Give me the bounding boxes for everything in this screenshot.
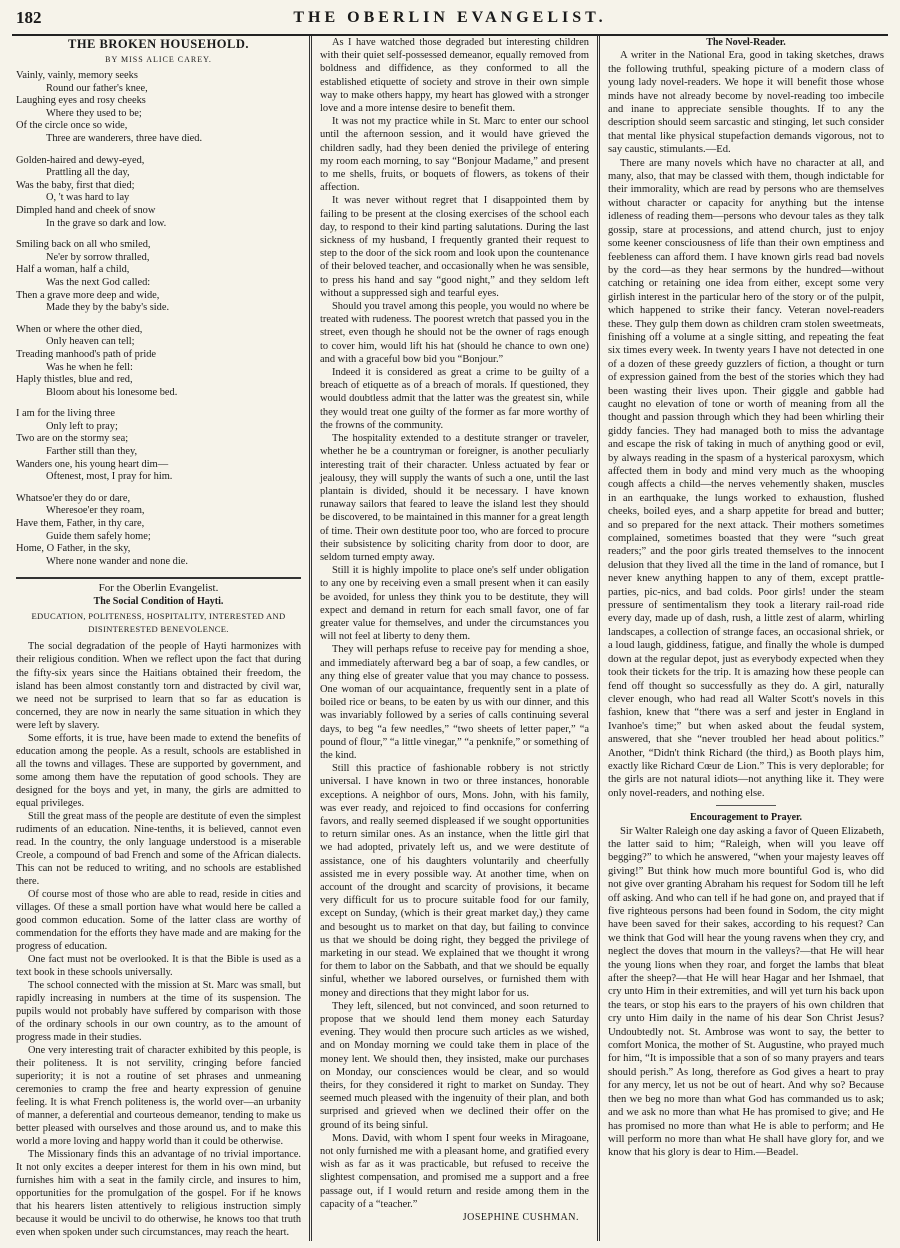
article-signature: JOSEPHINE CUSHMAN. (462, 1212, 579, 1224)
newspaper-title: THE OBERLIN EVANGELIST. (293, 9, 607, 26)
article-paragraph: Should you travel among this people, you would no where be treated with rudeness. The poorest wretch that passed you in the street, even though he should not be the owner of rags enough to cover him, would lift his hat (should he chance to own one) and with a graceful bow bid you “Bonjour.” (320, 301, 589, 365)
poem-line: Smiling back on all who smiled, (16, 239, 151, 251)
poem-line: Was the next God called: (46, 276, 151, 288)
article-paragraph: Of course most of those who are able to read, reside in cities and villages. Of these a small portion have what would here be called a good common education. Some of the latter class are worthy of commendation for the efforts they have made and are making for the progress of education. (16, 888, 301, 952)
novel-reader-article (608, 49, 884, 800)
poem-line: Oftenest, most, I pray for him. (46, 471, 173, 483)
article-paragraph: They left, silenced, but not convinced, and soon returned to propose that we should lend them money each Saturday evening. They would then procure such articles as we wished, and on Monday morning we could take them in place of the money lent. We should then, they insisted, make our purchases on Monday, our consciences would be clear, and so would theirs, for they considered it right to market on Sunday. They seemed much pleased with the ingenuity of their plan, and both surprised and grieved when we declined their offer on the ground of its being sinful. (320, 1000, 589, 1131)
poem-line: Where they used to be; (46, 107, 142, 119)
poem-line: Have them, Father, in thy care, (16, 518, 145, 530)
novel-reader-title: The Novel-Reader. (706, 37, 786, 48)
hayti-article-part1 (16, 640, 301, 1239)
article-paragraph: It was never without regret that I disappointed them by failing to be present at the closing exercises of the school each day, to respond to their kind parting salutations. During the last sickness of my husband, I frequently granted their request to step to the door of the sick room and look upon the countenance of their beloved teacher, and occasionally when he was sensible, to press his hand and say “good night,” and they seldom left without a suppressed sigh and tearful eyes. (320, 195, 589, 299)
poem-line: Round our father's knee, (46, 82, 148, 94)
poem-line: O, 't was hard to lay (46, 192, 130, 204)
poem-line: Wanders one, his young heart dim— (16, 458, 169, 470)
poem-line: Farther still than they, (46, 446, 138, 458)
poem-line: Of the circle once so wide, (16, 120, 128, 132)
poem-stanza (16, 493, 301, 569)
columns (12, 36, 888, 1241)
poem-line: Treading manhood's path of pride (16, 348, 157, 360)
article-paragraph: Some efforts, it is true, have been made to extend the benefits of education among the people. As a result, schools are established in all the towns and villages. These are supported by government, and some among them have the reputation of good schools. They are designed for the boys and yet, in many, the girls are admitted to equal privileges. (16, 732, 301, 809)
poem-line: Laughing eyes and rosy cheeks (16, 95, 146, 107)
poem-body (16, 70, 301, 568)
article-paragraph: One fact must not be overlooked. It is that the Bible is used as a text book in these schools universally. (16, 953, 301, 978)
poem-line: Home, O Father, in the sky, (16, 543, 131, 555)
article-paragraph: Still the great mass of the people are destitute of even the simplest rudiments of an education. Nine-tenths, it is believed, cannot even read. In the country, the only language understood is a miserable Creole, a compound of bad French and some of the African dialects. This can not be reduced to writing, and no schools are established there. (16, 810, 301, 887)
poem-byline: BY MISS ALICE CAREY. (105, 55, 212, 65)
poem-line: Only heaven can tell; (46, 336, 135, 348)
article-paragraph: Still this practice of fashionable robbery is not strictly universal. I have known in two or three instances, honorable exceptions. A neighbor of ours, Mons. John, with his family, was ever ready, and rejoiced to find occasions for conferring favors, and really seemed displeased if we sought opportunities to return similar ones. As an instance, when the little girl that we had adopted, privately left us, and we were destitute of assistance, one of his daughters voluntarily and cheerfully assisted me in every possible way. At another time, when on account of the drought and scarcity of provisions, it became very difficult for us to procure suitable food for our family, except on Sunday, (which is their great market day,) they came and besought us to market on that day, but failing to convince us that we should be doing right, they begged the privilege of marketing in our stead. We explained that we thought it wrong for them to labor on the Sabbath, and that we should be equally sinful, whether we labored ourselves, or furnished them with money and directions that they might labor for us. (320, 763, 589, 999)
masthead (12, 6, 888, 36)
poem-line: Two are on the stormy sea; (16, 433, 129, 445)
poem-line: Made they by the baby's side. (46, 302, 170, 314)
article-paragraph: Mons. David, with whom I spent four weeks in Miragoane, not only furnished me with a pleasant home, and gratified every wish as far as it was practicable, but refused to receive the slightest compensation, and promised me a support and a free passage out, if I would return and reside among them in the capacity of a “teacher.” (320, 1132, 589, 1210)
poem-stanza (16, 324, 301, 400)
prayer-title: Encouragement to Prayer. (689, 812, 803, 824)
article-paragraph: The social degradation of the people of Hayti harmonizes with their religious condition. When we reflect upon the fact that during the fifty-six years since the Haitians obtained their freedom, the island has been almost constantly torn and distracted by civil war, we need not be surprised to learn that so far as education is concerned, they are now in nearly the same situation in which they were left by slavery. (16, 641, 301, 731)
poem-line: Prattling all the day, (46, 167, 130, 179)
poem-line: Half a woman, half a child, (16, 264, 130, 276)
column-left (12, 36, 312, 1241)
article-paragraph: A writer in the National Era, good in taking sketches, draws the following truthful, speaking picture of a modern class of young lady novel-readers. We hope it will benefit those whose minds have not already become by novel-reading too imbecile and inane to appreciate sensible thoughts. If to any the description should seem sarcastic and stinging, let such consider that mental like physical stupefaction demands vigorous, not to say caustic, stimulants.—Ed. (608, 50, 884, 156)
article-paragraph: One very interesting trait of character exhibited by this people, is their politeness. It is not servility, cringing before fancied superiority; it is not a routine of set phrases and unmeaning ceremonies to cramp the free and hearty expression of genuine feeling. It is what French politeness is, the world over—an urbanity of manner, a deferential and courteous demeanor, tending to make us better pleased with ourselves and those around us, and to make this world a more loving and happy world than it could be otherwise. (16, 1044, 301, 1148)
article-paragraph: As I have watched those degraded but interesting children with their quiet self-possessed demeanor, equally removed from boldness and diffidence, as they conformed to all the established etiquette of society and strove in their own simple way to make others happy, my heart has glowed with a stronger love and a more intense desire to benefit them. (320, 37, 589, 115)
article-paragraph: The hospitality extended to a destitute stranger or traveler, whether he be a countryman or foreigner, is another peculiarly interesting trait of their character. Unless actuated by fear or jealousy, they will supply the wants of such a one, until the last plantain is divided, should it be necessary. I have known runaway sailors that feared to leave the island lest they should be discovered, to be maintained in this manner for a great length of time. Their own destitute poor too, who are forced to procure their subsistence by soliciting charity from door to door, are seldom turned empty away. (320, 433, 589, 563)
poem-line: Guide them safely home; (46, 530, 151, 542)
column-right (600, 36, 888, 1241)
poem-line: Only left to pray; (46, 420, 118, 432)
hayti-title: The Social Condition of Hayti. (93, 596, 224, 608)
prayer-article (608, 825, 884, 1160)
poem-line: Bloom about his lonesome bed. (46, 386, 178, 398)
page-number: 182 (16, 8, 42, 27)
poem-line: Was he when he fell: (46, 361, 133, 373)
poem-stanza (16, 70, 301, 146)
article-paragraph: The school connected with the mission at St. Marc was small, but rapidly increasing in numbers at the time of its suspension. The pupils would not probably have suffered by comparison with those of the ordinary schools in our own country, as to the amount of progress made in their studies. (16, 979, 301, 1043)
poem-line: Vainly, vainly, memory seeks (16, 70, 138, 82)
poem-line: Golden-haired and dewy-eyed, (16, 154, 145, 166)
column-middle (312, 36, 600, 1241)
poem-stanza (16, 155, 301, 231)
poem-line: Dimpled hand and cheek of snow (16, 204, 156, 216)
poem-line: Haply thistles, blue and red, (16, 374, 133, 386)
article-paragraph: The Missionary finds this an advantage of no trivial importance. It not only excites a deeper interest for them in his own mind, but furnishes him with a seat in the family circle, and insures to him, opportunities for the promulgation of the gospel. For if he knows that his hearers listen attentively to religious instruction simply because it would be uncivil to do otherwise, he knows too that truth even when spoken under such circumstances, may reach the heart. (16, 1149, 301, 1239)
poem-line: Where none wander and none die. (46, 555, 188, 567)
article-paragraph: They will perhaps refuse to receive pay for mending a shoe, and immediately afterward beg a bar of soap, a few candles, or any thing else of greater value that you may chance to possess. One woman of our acquaintance, frequently sent in a plate of boiled rice or beans, to be eaten by us with our dinner, and this was invariably followed by a series of calls continuing several days, to beg “a few needles,” “two sheets of letter paper,” “a pound of flour,” “a little vinegar,” “a penknife,” or something of the kind. (320, 644, 589, 761)
section-divider (716, 805, 776, 806)
poem-line: When or where the other died, (16, 323, 143, 335)
poem-line: Wheresoe'er they roam, (46, 505, 145, 517)
poem-line: Three are wanderers, three have died. (46, 133, 203, 144)
poem-line: I am for the living three (16, 408, 115, 420)
hayti-article-part2 (320, 36, 589, 1211)
section-divider (16, 577, 301, 579)
poem-title: THE BROKEN HOUSEHOLD. (67, 37, 250, 51)
poem-line: Whatsoe'er they do or dare, (16, 492, 131, 504)
article-paragraph: Sir Walter Raleigh one day asking a favor of Queen Elizabeth, the latter said to him; “Raleigh, when will you leave off begging?” to which he answered, “when your majesty leaves off giving!” But think how much more bountiful God is, who did not give over granting Abraham his request for Sodom till he left off asking. And who can tell if he had gone on, and prayed that if five righteous persons had been found in Sodom, the city might have been saved for their sakes, according to his request? Can we think that God will hear the young ravens when they cry, and neglect the doves that mourn in the valleys?—that He will hear the young lions when they roar, and forget the lambs that bleat after the sheep?—that He will hear Hagar and her Ishmael, that cry unto Him in their extremities, and will yet turn his back upon the tears, or stop his ears to the prayers of his own children that cry unto Him daily in the name of his dear Son Christ Jesus? Undoubtedly not. St. Ambrose was wont to say, the better to comfort Monica, the mother of St. Augustine, who prayed much for him, “It is impossible that a son of so many prayers and tears should perish.” As long, therefore as God gives a heart to pray for any mercy, let us not be out of heart. And why so? Because then we beg no more than what God has commanded us to ask; and we ask no more than what He has promised to give; and He has promised no more than what He is able to perform; and He will perform no more than what He shall have glory for, and we know that his glory is dear to Him.—Beadel. (608, 825, 884, 1159)
poem-stanza (16, 408, 301, 484)
poem-line: In the grave so dark and low. (46, 217, 167, 229)
poem-line: Ne'er by sorrow thralled, (46, 251, 150, 263)
poem-stanza (16, 239, 301, 315)
hayti-subtitle: EDUCATION, POLITENESS, HOSPITALITY, INTERESTED AND DISINTERESTED BENEVOLENCE. (31, 611, 286, 635)
article-paragraph: Still it is highly impolite to place one's self under obligation to any one by receiving even a small present when it can easily be avoided, for unless they think you to be destitute, they will expect and demand in return for each small favor, one of far greater value for themselves, and under the circumstances you will not feel at liberty to deny them. (320, 565, 589, 643)
article-paragraph: Indeed it is considered as great a crime to be guilty of a breach of etiquette as of a breach of morals. If questioned, they would doubtless admit that the latter was the greatest sin, while they would treat one guilty of the former as far more worthy of the frowns of the community. (320, 367, 589, 431)
hayti-for-line: For the Oberlin Evangelist. (98, 582, 219, 595)
article-paragraph: It was not my practice while in St. Marc to enter our school until the afternoon session, and it would have grieved the children sadly, had they been denied the privilege of entering my room each morning, to say “Bonjour Madame,” and present to me shells, fruits, or boquets of flowers, as tokens of their affection. (320, 116, 589, 194)
article-paragraph: There are many novels which have no character at all, and many, also, that may be classed with them, though indictable for their immorality, which are read by persons who are themselves without character or capacity for anything but the intense idleness of reading them—persons who devour tales as they talk gossip, stare at processions, and attend church, just to enjoy some keener consciousness of life than their own emptiness and feebleness can afford them. I have known girls read bad novels by the cord—as they hear sermons by the hundred—without catching or retaining one idea from either, except some very girlish interest in the particular hero of the story or of the pulpit, which happened to strike their fancy. Veteran novel-readers these. They gulp them down as children cram stolen sweetmeats, finishing off a volume at a single sitting, and repeating the feat six times every week. In twenty years I have not detected in one of a dozen of these greedy guzzlers of fiction, a thought or turn of expression gained from the best of the stories which they had been wasting their lives upon. Their giggle and gabble had caught no elevation of tone or worth of meaning from all the thought and passion through which they had been whirling their giddy fancies. They had managed both to miss the advantage and escape the risk of taking in much of anything good or evil, by always reading in the spasm of a hysterical paroxysm, which affected them in body and mind very much as the whooping cough affects a child—the nerves vehemently shaken, muscles in an earthquake, the lungs worked to exhaustion, flushed cheeks, boiled eyes, and a sharp appetite for bread and butter; and so prepared for the next attack. Their mothers sometimes complained, sometimes boasted that they were “such great readers;” and the poor girls treated themselves to the innocent delusion that they lived all the time in the land of romance, but I never knew anything happen to any of them, except prattle-parties, pic-nics, and bad colds. Poor girls! under the steam pressure of sentimentalism they took a literary rail-road ride every day, made up of dash, rush, a little zest of alarm, whirling landscapes, a collection of strange faces, an occasional shriek, or a loud laugh, giddiness, fatigue, and finally the whole is dumped down at the regular depot, just as everybody expected when they took their tickets for the trip. It is amazing how these people can fend off thought so successfully as they do. A girl, naturally clever enough, who had read all Walter Scott's novels in this fashion, knew that “there was a serf and jester in England in Ivanhoe's time;” but when asked about the feudal system, answered, that she “never troubled her head about politics.” Another, “Didn't think Richard (the third,) as Booth plays him, exactly like Richard Cœur de Lion.” This is very deplorable; for the girls are not natural idiots—not anything like it. They were only novel-readers, and nothing else. (608, 157, 884, 799)
poem-line: Then a grave more deep and wide, (16, 289, 160, 301)
poem-line: Was the baby, first that died; (16, 179, 135, 191)
